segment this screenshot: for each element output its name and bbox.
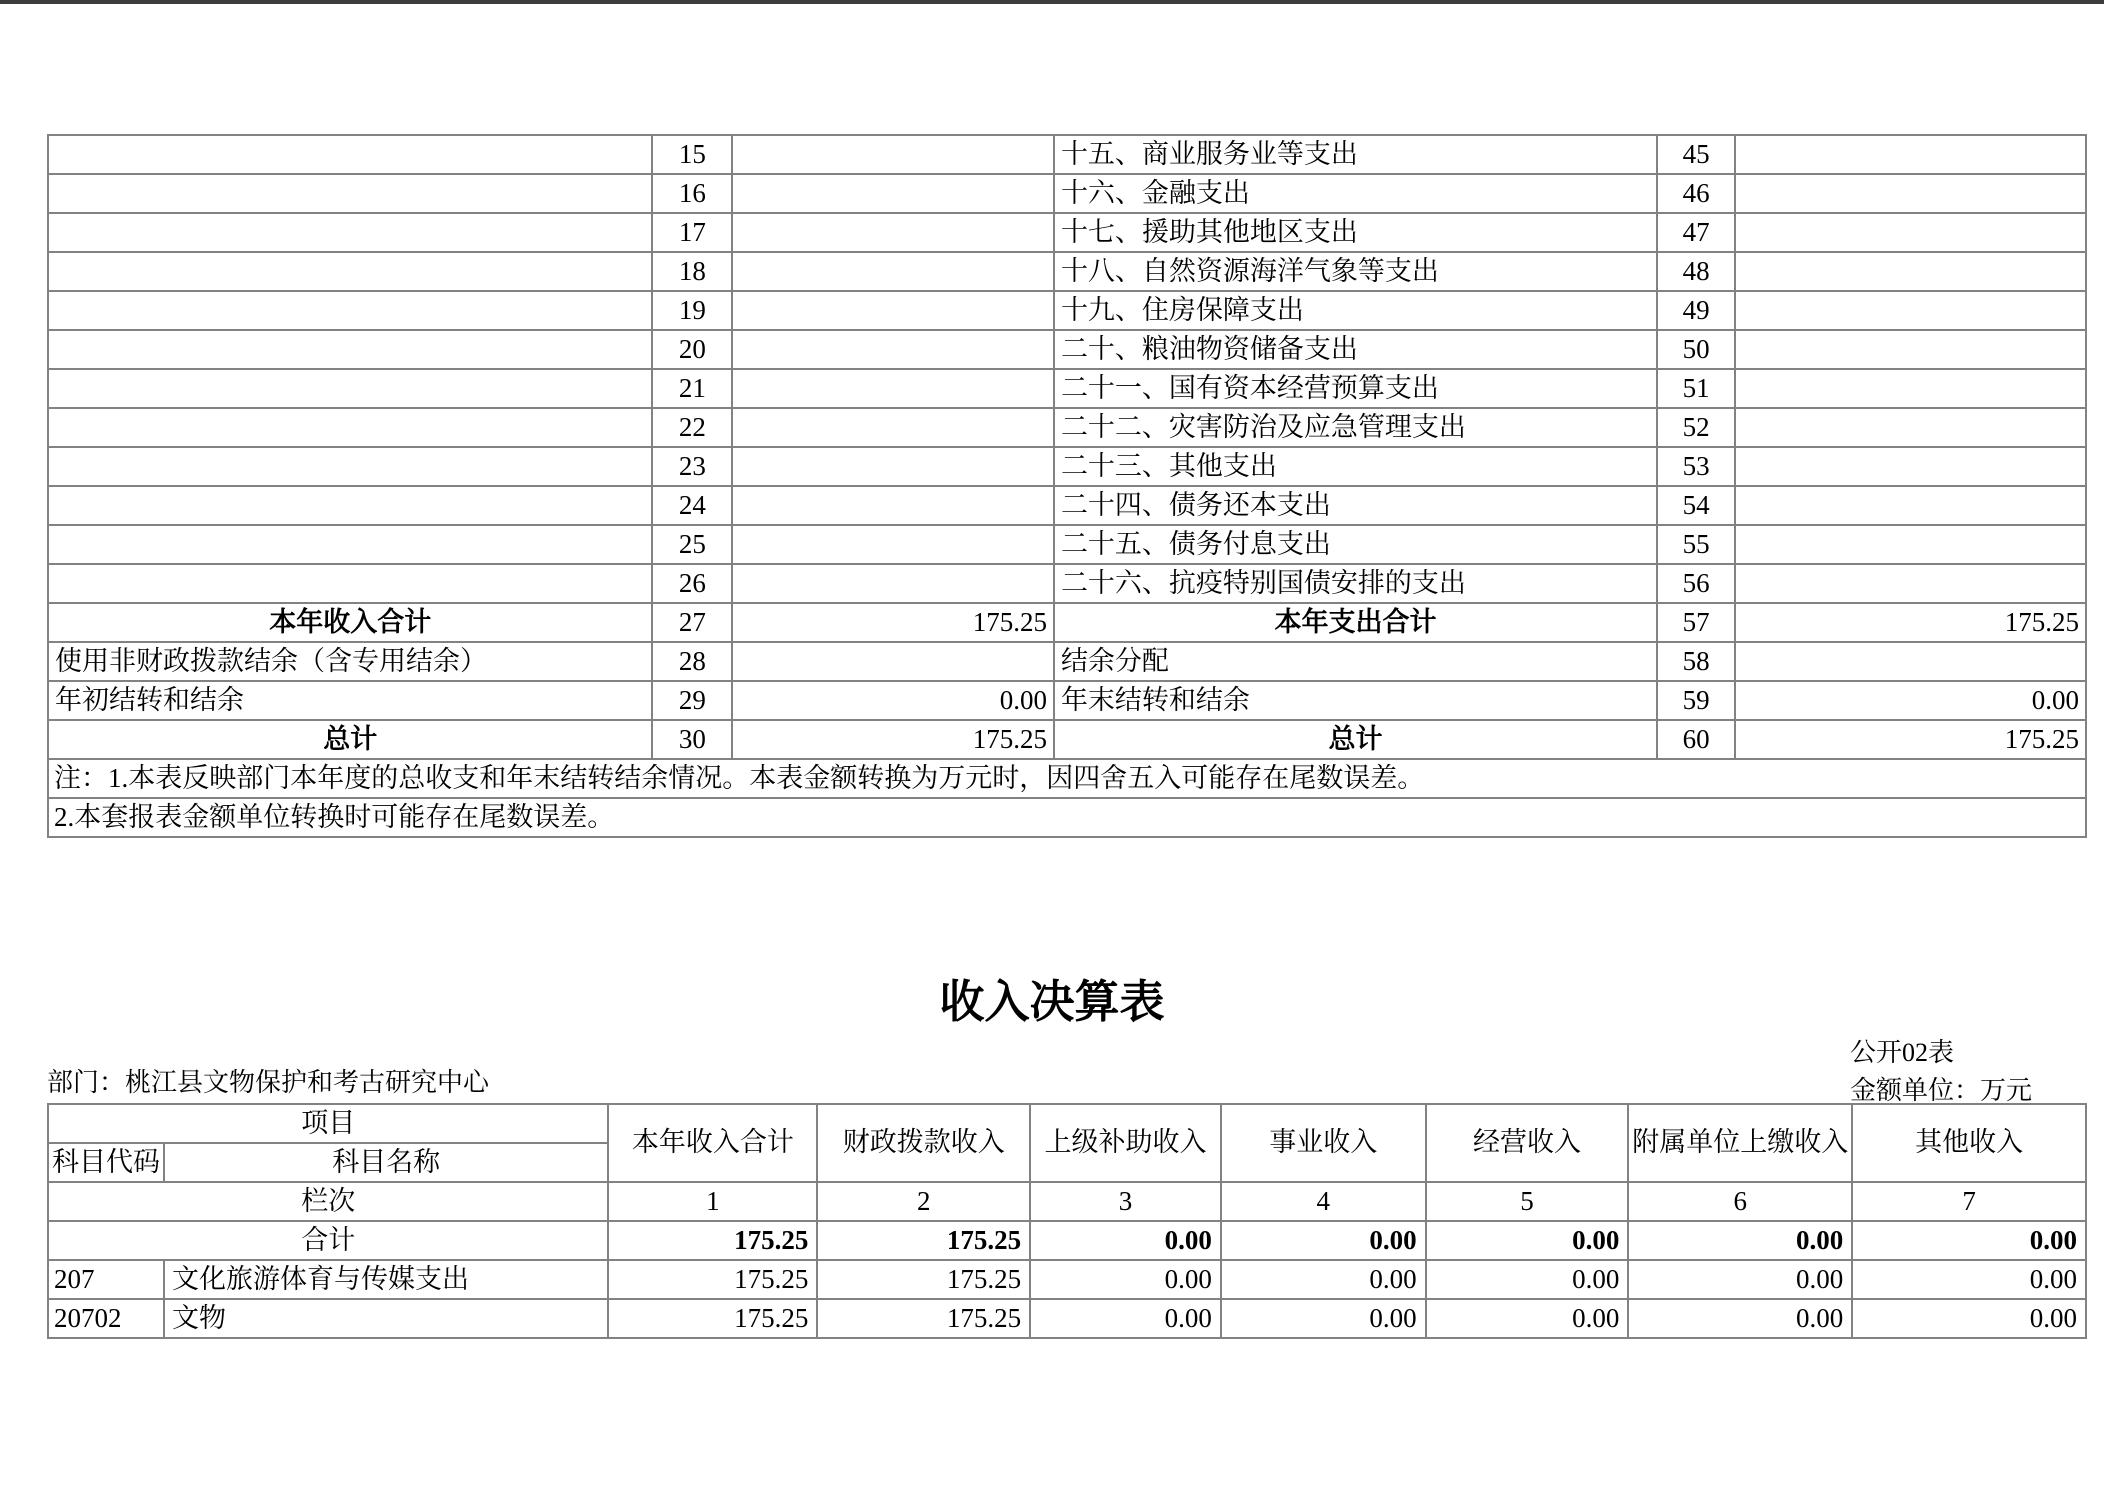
amount-cell [732, 330, 1054, 369]
amount-cell: 0.00 [1030, 1299, 1221, 1338]
item-label-cell: 本年支出合计 [1054, 603, 1657, 642]
income-table [47, 1103, 2087, 1339]
summary-row [48, 291, 2086, 330]
line-number-cell: 16 [652, 174, 732, 213]
summary-row [48, 603, 2086, 642]
item-label-cell: 二十一、国有资本经营预算支出 [1054, 369, 1657, 408]
line-number-cell: 22 [652, 408, 732, 447]
amount-cell: 0.00 [1030, 1221, 1221, 1260]
amount-cell: 175.25 [732, 603, 1054, 642]
project-header-cell: 项目 [48, 1104, 608, 1143]
amount-cell [732, 135, 1054, 174]
line-number-cell: 21 [652, 369, 732, 408]
item-label-cell [48, 447, 652, 486]
amount-cell: 0.00 [1628, 1221, 1852, 1260]
column-header-cell: 事业收入 [1221, 1104, 1426, 1182]
item-label-cell [48, 525, 652, 564]
line-number-cell: 45 [1657, 135, 1735, 174]
line-number-cell: 30 [652, 720, 732, 759]
amount-cell [1735, 447, 2086, 486]
note-row [48, 798, 2086, 837]
column-number-cell: 4 [1221, 1182, 1426, 1221]
item-label-cell: 二十二、灾害防治及应急管理支出 [1054, 408, 1657, 447]
amount-cell: 0.00 [1221, 1299, 1426, 1338]
summary-row [48, 447, 2086, 486]
summary-row [48, 642, 2086, 681]
amount-cell: 175.25 [608, 1299, 817, 1338]
item-label-cell [48, 252, 652, 291]
code-header-cell: 科目代码 [48, 1143, 164, 1182]
line-number-cell: 57 [1657, 603, 1735, 642]
summary-row [48, 330, 2086, 369]
amount-cell [1735, 408, 2086, 447]
summary-row [48, 720, 2086, 759]
summary-row [48, 408, 2086, 447]
table-header-row [48, 1104, 2086, 1143]
line-number-cell: 46 [1657, 174, 1735, 213]
item-label-cell: 结余分配 [1054, 642, 1657, 681]
item-label-cell: 年末结转和结余 [1054, 681, 1657, 720]
line-number-cell: 59 [1657, 681, 1735, 720]
subject-name-cell: 文化旅游体育与传媒支出 [164, 1260, 608, 1299]
amount-cell [732, 369, 1054, 408]
line-number-cell: 51 [1657, 369, 1735, 408]
amount-cell [732, 486, 1054, 525]
column-index-row [48, 1182, 2086, 1221]
item-label-cell: 二十、粮油物资储备支出 [1054, 330, 1657, 369]
column-header-cell: 附属单位上缴收入 [1628, 1104, 1852, 1182]
line-number-cell: 24 [652, 486, 732, 525]
column-number-cell: 2 [817, 1182, 1030, 1221]
summary-row [48, 369, 2086, 408]
line-number-cell: 28 [652, 642, 732, 681]
summary-table [47, 134, 2087, 838]
item-label-cell [48, 213, 652, 252]
item-label-cell [48, 291, 652, 330]
item-label-cell [48, 564, 652, 603]
amount-cell: 0.00 [1852, 1299, 2086, 1338]
item-label-cell: 本年收入合计 [48, 603, 652, 642]
window-top-edge [0, 0, 2104, 4]
line-number-cell: 55 [1657, 525, 1735, 564]
summary-row [48, 252, 2086, 291]
column-header-cell: 其他收入 [1852, 1104, 2086, 1182]
amount-cell [732, 564, 1054, 603]
summary-row [48, 213, 2086, 252]
line-number-cell: 23 [652, 447, 732, 486]
summary-row [48, 174, 2086, 213]
line-number-cell: 19 [652, 291, 732, 330]
amount-cell: 175.25 [1735, 720, 2086, 759]
amount-cell: 175.25 [817, 1260, 1030, 1299]
item-label-cell: 十九、住房保障支出 [1054, 291, 1657, 330]
item-label-cell: 二十三、其他支出 [1054, 447, 1657, 486]
amount-cell [1735, 135, 2086, 174]
department-label: 部门：桃江县文物保护和考古研究中心 [47, 1068, 490, 1097]
line-number-cell: 60 [1657, 720, 1735, 759]
column-number-cell: 6 [1628, 1182, 1852, 1221]
line-number-cell: 17 [652, 213, 732, 252]
amount-cell: 175.25 [608, 1260, 817, 1299]
column-header-cell: 本年收入合计 [608, 1104, 817, 1182]
amount-cell [732, 291, 1054, 330]
amount-cell [732, 213, 1054, 252]
amount-cell [1735, 525, 2086, 564]
summary-row [48, 135, 2086, 174]
item-label-cell: 二十四、债务还本支出 [1054, 486, 1657, 525]
amount-cell [732, 447, 1054, 486]
amount-cell: 175.25 [817, 1221, 1030, 1260]
amount-cell: 0.00 [1628, 1260, 1852, 1299]
line-number-cell: 20 [652, 330, 732, 369]
amount-cell [732, 408, 1054, 447]
item-label-cell: 年初结转和结余 [48, 681, 652, 720]
item-label-cell [48, 135, 652, 174]
amount-cell [1735, 291, 2086, 330]
form-code-label: 公开02表 [1850, 1038, 1955, 1067]
item-label-cell: 使用非财政拨款结余（含专用结余） [48, 642, 652, 681]
line-number-cell: 29 [652, 681, 732, 720]
amount-cell [1735, 486, 2086, 525]
table-row [48, 1299, 2086, 1338]
subject-code-cell: 207 [48, 1260, 164, 1299]
item-label-cell: 十七、援助其他地区支出 [1054, 213, 1657, 252]
line-number-cell: 56 [1657, 564, 1735, 603]
item-label-cell [48, 486, 652, 525]
amount-cell: 175.25 [608, 1221, 817, 1260]
amount-cell: 175.25 [732, 720, 1054, 759]
item-label-cell: 二十五、债务付息支出 [1054, 525, 1657, 564]
amount-cell [1735, 213, 2086, 252]
amount-cell: 0.00 [1852, 1221, 2086, 1260]
column-header-cell: 财政拨款收入 [817, 1104, 1030, 1182]
amount-cell [1735, 564, 2086, 603]
subject-code-cell: 20702 [48, 1299, 164, 1338]
summary-row [48, 564, 2086, 603]
line-number-cell: 25 [652, 525, 732, 564]
amount-cell [1735, 252, 2086, 291]
line-number-cell: 49 [1657, 291, 1735, 330]
amount-cell: 0.00 [1030, 1260, 1221, 1299]
column-number-cell: 1 [608, 1182, 817, 1221]
amount-cell: 0.00 [1426, 1260, 1629, 1299]
line-number-cell: 52 [1657, 408, 1735, 447]
line-number-cell: 47 [1657, 213, 1735, 252]
form-meta [1850, 1034, 2032, 1110]
amount-cell: 0.00 [1628, 1299, 1852, 1338]
item-label-cell: 总计 [48, 720, 652, 759]
total-label-cell: 合计 [48, 1221, 608, 1260]
name-header-cell: 科目名称 [164, 1143, 608, 1182]
amount-cell [732, 525, 1054, 564]
line-number-cell: 15 [652, 135, 732, 174]
amount-cell [1735, 330, 2086, 369]
amount-cell: 175.25 [817, 1299, 1030, 1338]
index-row-label-cell: 栏次 [48, 1182, 608, 1221]
line-number-cell: 58 [1657, 642, 1735, 681]
unit-label: 金额单位：万元 [1850, 1076, 2033, 1105]
amount-cell: 0.00 [732, 681, 1054, 720]
line-number-cell: 27 [652, 603, 732, 642]
amount-cell: 0.00 [1221, 1221, 1426, 1260]
summary-row [48, 486, 2086, 525]
amount-cell: 175.25 [1735, 603, 2086, 642]
amount-cell [1735, 174, 2086, 213]
item-label-cell [48, 330, 652, 369]
note-row [48, 759, 2086, 798]
item-label-cell [48, 369, 652, 408]
amount-cell: 0.00 [1735, 681, 2086, 720]
summary-row [48, 525, 2086, 564]
total-row [48, 1221, 2086, 1260]
item-label-cell: 二十六、抗疫特别国债安排的支出 [1054, 564, 1657, 603]
subject-name-cell: 文物 [164, 1299, 608, 1338]
column-header-cell: 上级补助收入 [1030, 1104, 1221, 1182]
item-label-cell [48, 174, 652, 213]
line-number-cell: 53 [1657, 447, 1735, 486]
column-number-cell: 3 [1030, 1182, 1221, 1221]
amount-cell [732, 642, 1054, 681]
item-label-cell: 十五、商业服务业等支出 [1054, 135, 1657, 174]
amount-cell [1735, 642, 2086, 681]
amount-cell: 0.00 [1426, 1299, 1629, 1338]
column-header-cell: 经营收入 [1426, 1104, 1629, 1182]
column-number-cell: 5 [1426, 1182, 1629, 1221]
amount-cell [732, 174, 1054, 213]
item-label-cell: 总计 [1054, 720, 1657, 759]
line-number-cell: 50 [1657, 330, 1735, 369]
item-label-cell [48, 408, 652, 447]
table-row [48, 1260, 2086, 1299]
line-number-cell: 26 [652, 564, 732, 603]
summary-row [48, 681, 2086, 720]
amount-cell [1735, 369, 2086, 408]
line-number-cell: 54 [1657, 486, 1735, 525]
item-label-cell: 十六、金融支出 [1054, 174, 1657, 213]
amount-cell: 0.00 [1852, 1260, 2086, 1299]
note-text: 2.本套报表金额单位转换时可能存在尾数误差。 [48, 798, 2086, 837]
amount-cell: 0.00 [1221, 1260, 1426, 1299]
amount-cell [732, 252, 1054, 291]
item-label-cell: 十八、自然资源海洋气象等支出 [1054, 252, 1657, 291]
line-number-cell: 18 [652, 252, 732, 291]
note-text: 注：1.本表反映部门本年度的总收支和年末结转结余情况。本表金额转换为万元时，因四舍五入可能存在尾数误差。 [48, 759, 2086, 798]
page-title: 收入决算表 [939, 977, 1165, 1027]
column-number-cell: 7 [1852, 1182, 2086, 1221]
amount-cell: 0.00 [1426, 1221, 1629, 1260]
line-number-cell: 48 [1657, 252, 1735, 291]
